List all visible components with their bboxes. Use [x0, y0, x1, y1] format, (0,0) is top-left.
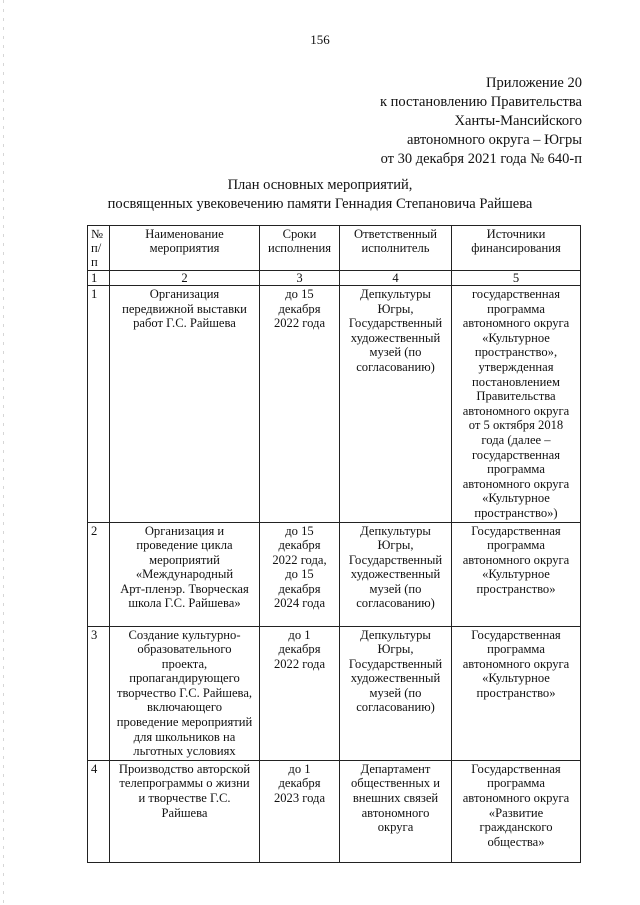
row-funding: Государственная программа автономного округа «Культурное пространство»: [452, 626, 581, 760]
row-term: до 1 декабря 2023 года: [260, 760, 340, 862]
table-row: [88, 626, 581, 760]
table-header-row: [88, 226, 581, 271]
row-term: до 15 декабря 2022 года: [260, 286, 340, 523]
header-executor: Ответственный исполнитель: [340, 226, 452, 271]
column-index: 5: [452, 271, 581, 286]
appendix-line: Приложение 20: [486, 75, 582, 91]
document-title: [0, 176, 640, 214]
row-number: 1: [88, 286, 110, 523]
header-funding: Источники финансирования: [452, 226, 581, 271]
row-number: 4: [88, 760, 110, 862]
header-name: Наименование мероприятия: [110, 226, 260, 271]
table-row: [88, 286, 581, 523]
appendix-line: к постановлению Правительства: [380, 94, 582, 110]
row-number: 3: [88, 626, 110, 760]
row-name: Создание культурно- образовательного проекта, пропагандирующего творчество Г.С. Райшева, включающего проведение мероприятий для школьников на льготных условиях: [110, 626, 260, 760]
row-executor: Департамент общественных и внешних связей автономного округа: [340, 760, 452, 862]
appendix-block: [380, 74, 582, 169]
row-term: до 1 декабря 2022 года: [260, 626, 340, 760]
row-term: до 15 декабря 2022 года, до 15 декабря 2024 года: [260, 522, 340, 626]
row-name: Организация передвижной выставки работ Г.С. Райшева: [110, 286, 260, 523]
appendix-line: Ханты-Мансийского: [454, 113, 582, 129]
table-row: [88, 760, 581, 862]
row-number: 2: [88, 522, 110, 626]
column-index: 4: [340, 271, 452, 286]
row-funding: Государственная программа автономного округа «Культурное пространство»: [452, 522, 581, 626]
header-term: Сроки исполнения: [260, 226, 340, 271]
row-name: Организация и проведение цикла мероприятий «Международный Арт-пленэр. Творческая школа Г.С. Райшева»: [110, 522, 260, 626]
appendix-line: от 30 декабря 2021 года № 640-п: [380, 151, 582, 167]
row-name: Производство авторской телепрограммы о жизни и творчестве Г.С. Райшева: [110, 760, 260, 862]
scan-edge-artifact: [3, 0, 4, 905]
table-row: [88, 522, 581, 626]
column-index-row: [88, 271, 581, 286]
appendix-line: автономного округа – Югры: [406, 132, 582, 148]
plan-table: [87, 225, 581, 863]
row-funding: государственная программа автономного округа «Культурное пространство», утвержденная постановлением Правительства автономного округа от 5 октября 2018 года (далее – государственная программа автономного округа «Культурное пространство»): [452, 286, 581, 523]
column-index: 3: [260, 271, 340, 286]
header-number: № п/п: [88, 226, 110, 271]
row-executor: Депкультуры Югры, Государственный художественный музей (по согласованию): [340, 626, 452, 760]
column-index: 2: [110, 271, 260, 286]
title-line: План основных мероприятий,: [227, 177, 413, 193]
row-funding: Государственная программа автономного округа «Развитие гражданского общества»: [452, 760, 581, 862]
row-executor: Депкультуры Югры, Государственный художественный музей (по согласованию): [340, 522, 452, 626]
column-index: 1: [88, 271, 110, 286]
title-line: посвященных увековечению памяти Геннадия Степановича Райшева: [107, 196, 533, 212]
page-number: 156: [310, 32, 330, 47]
row-executor: Депкультуры Югры, Государственный художественный музей (по согласованию): [340, 286, 452, 523]
